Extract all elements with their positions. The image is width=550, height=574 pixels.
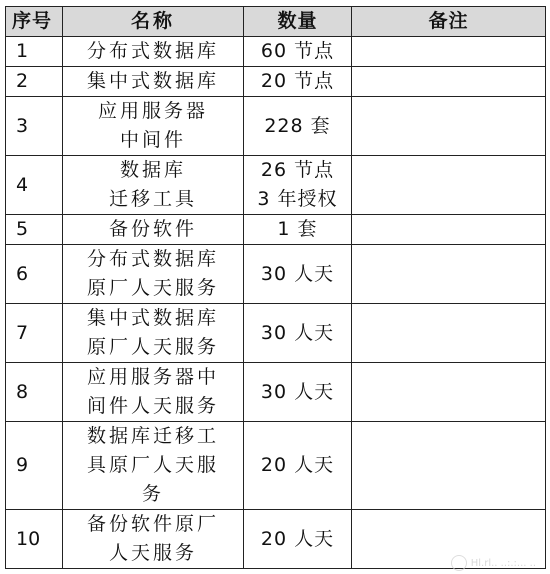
cell-name: 数据库 迁移工具 [63,156,244,215]
cell-quantity: 60 节点 [244,37,352,67]
header-quantity: 数量 [244,7,352,37]
cell-name: 备份软件 [63,215,244,245]
watermark-text: Hl.rl.. ..:.:... .. [470,557,536,569]
cell-index: 8 [6,363,63,422]
cell-name: 分布式数据库 [63,37,244,67]
table-row [6,97,546,156]
cell-note [352,37,546,67]
cell-quantity: 1 套 [244,215,352,245]
cell-name: 备份软件原厂 人天服务 [63,510,244,569]
header-name: 名称 [63,7,244,37]
cell-note [352,67,546,97]
cell-index: 7 [6,304,63,363]
cell-name: 集中式数据库 原厂人天服务 [63,304,244,363]
cell-name: 集中式数据库 [63,67,244,97]
cell-index: 10 [6,510,63,569]
cell-index: 2 [6,67,63,97]
cell-quantity: 20 人天 [244,510,352,569]
table-row [6,304,546,363]
cell-name: 分布式数据库 原厂人天服务 [63,245,244,304]
cell-note [352,245,546,304]
watermark [451,555,536,571]
cell-index: 6 [6,245,63,304]
table-row [6,215,546,245]
table-row [6,156,546,215]
cell-name: 应用服务器中 间件人天服务 [63,363,244,422]
bull-logo-icon [451,555,467,571]
cell-quantity: 30 人天 [244,363,352,422]
cell-quantity: 20 节点 [244,67,352,97]
header-index: 序号 [6,7,63,37]
cell-quantity: 228 套 [244,97,352,156]
cell-note [352,97,546,156]
cell-quantity: 20 人天 [244,422,352,510]
header-note: 备注 [352,7,546,37]
cell-note [352,304,546,363]
table-row [6,422,546,510]
cell-note [352,156,546,215]
table-row [6,245,546,304]
cell-index: 1 [6,37,63,67]
cell-quantity: 30 人天 [244,245,352,304]
table-row [6,37,546,67]
cell-note [352,422,546,510]
cell-name: 数据库迁移工 具原厂人天服 务 [63,422,244,510]
table-header-row [6,7,546,37]
cell-note [352,215,546,245]
cell-quantity: 30 人天 [244,304,352,363]
product-list-table [5,6,546,569]
table-row [6,363,546,422]
cell-note [352,363,546,422]
table-row [6,67,546,97]
cell-index: 9 [6,422,63,510]
cell-index: 5 [6,215,63,245]
cell-name: 应用服务器 中间件 [63,97,244,156]
table-body [6,37,546,569]
cell-index: 4 [6,156,63,215]
cell-index: 3 [6,97,63,156]
cell-quantity: 26 节点 3 年授权 [244,156,352,215]
